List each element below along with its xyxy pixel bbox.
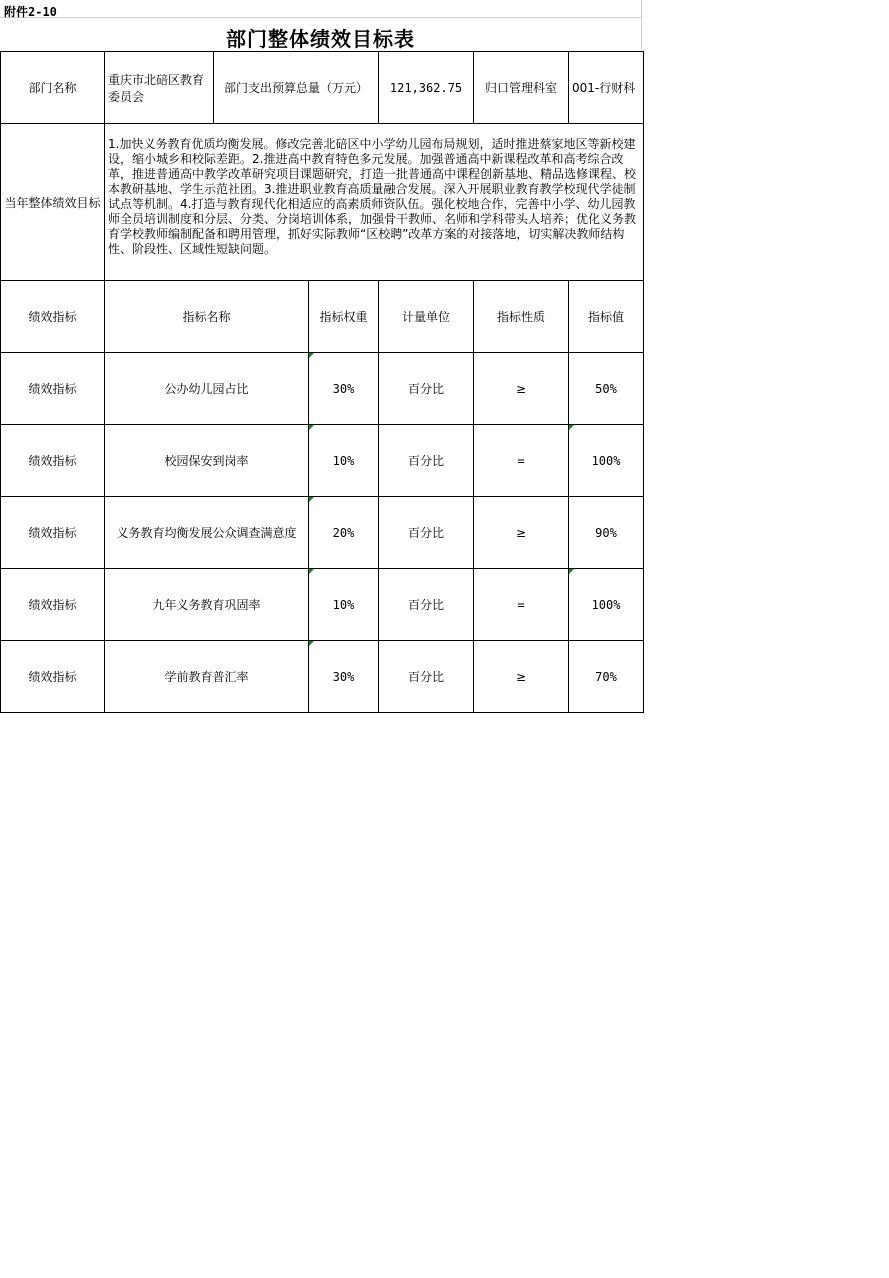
page-title: 部门整体绩效目标表: [226, 27, 415, 51]
row-unit[interactable]: 百分比: [379, 641, 474, 713]
row-weight[interactable]: [309, 641, 379, 713]
goal-label[interactable]: 当年整体绩效目标: [1, 124, 105, 281]
column-header[interactable]: 计量单位: [379, 281, 474, 353]
row-nature[interactable]: ≥: [474, 641, 569, 713]
row-weight[interactable]: [309, 497, 379, 569]
row-unit[interactable]: 百分比: [379, 353, 474, 425]
comment-flag-icon: [309, 569, 314, 574]
comment-flag-icon: [309, 425, 314, 430]
row-indicator-name[interactable]: 校园保安到岗率: [105, 425, 309, 497]
column-header-row: [1, 281, 644, 353]
row-value[interactable]: [569, 497, 644, 569]
row-unit[interactable]: 百分比: [379, 497, 474, 569]
table-row: [1, 569, 644, 641]
office-value[interactable]: 001-行财科: [569, 52, 644, 124]
comment-flag-icon: [569, 425, 574, 430]
row-weight[interactable]: [309, 353, 379, 425]
attachment-row: [0, 0, 642, 18]
header-row: [1, 52, 644, 124]
performance-table: [0, 51, 644, 713]
comment-flag-icon: [309, 497, 314, 502]
attachment-label: 附件2-10: [4, 5, 57, 19]
row-value-text: 70%: [595, 669, 617, 684]
row-value[interactable]: [569, 353, 644, 425]
column-header[interactable]: 绩效指标: [1, 281, 105, 353]
row-unit[interactable]: 百分比: [379, 425, 474, 497]
comment-flag-icon: [309, 641, 314, 646]
row-category[interactable]: 绩效指标: [1, 425, 105, 497]
row-value[interactable]: [569, 425, 644, 497]
row-category[interactable]: 绩效指标: [1, 641, 105, 713]
title-row: [0, 18, 642, 51]
table-row: [1, 353, 644, 425]
office-label[interactable]: 归口管理科室: [474, 52, 569, 124]
table-row: [1, 497, 644, 569]
row-category[interactable]: 绩效指标: [1, 353, 105, 425]
dept-name-label[interactable]: 部门名称: [1, 52, 105, 124]
column-header[interactable]: 指标权重: [309, 281, 379, 353]
row-indicator-name[interactable]: 公办幼儿园占比: [105, 353, 309, 425]
comment-flag-icon: [309, 353, 314, 358]
table-row: [1, 641, 644, 713]
row-value-text: 100%: [591, 453, 621, 468]
column-header[interactable]: 指标值: [569, 281, 644, 353]
row-weight-text: 10%: [332, 597, 355, 612]
row-value[interactable]: [569, 569, 644, 641]
row-weight-text: 10%: [332, 453, 355, 468]
table-row: [1, 425, 644, 497]
row-weight-text: 30%: [332, 381, 355, 396]
row-nature[interactable]: =: [474, 569, 569, 641]
dept-name-value[interactable]: 重庆市北碚区教育委员会: [105, 52, 214, 124]
row-value-text: 90%: [595, 525, 617, 540]
row-unit[interactable]: 百分比: [379, 569, 474, 641]
column-header[interactable]: 指标性质: [474, 281, 569, 353]
row-category[interactable]: 绩效指标: [1, 569, 105, 641]
row-nature[interactable]: =: [474, 425, 569, 497]
row-weight[interactable]: [309, 425, 379, 497]
column-header[interactable]: 指标名称: [105, 281, 309, 353]
comment-flag-icon: [569, 569, 574, 574]
goal-row: [1, 124, 644, 281]
row-value-text: 100%: [591, 597, 621, 612]
row-indicator-name[interactable]: 九年义务教育巩固率: [105, 569, 309, 641]
row-indicator-name[interactable]: 学前教育普汇率: [105, 641, 309, 713]
row-category[interactable]: 绩效指标: [1, 497, 105, 569]
row-nature[interactable]: ≥: [474, 497, 569, 569]
row-weight-text: 30%: [332, 669, 355, 684]
budget-value[interactable]: 121,362.75: [379, 52, 474, 124]
budget-label[interactable]: 部门支出预算总量（万元）: [214, 52, 379, 124]
goal-text[interactable]: 1.加快义务教育优质均衡发展。修改完善北碚区中小学幼儿园布局规划，适时推进蔡家地区等新校建设，缩小城乡和校际差距。2.推进高中教育特色多元发展。加强普通高中新课程改革和高考综合改革，推进普通高中教学改革研究项目课题研究，打造一批普通高中课程创新基地、精品选修课程、校本教研基地、学生示范社团。3.推进职业教育高质量融合发展。深入开展职业教育教学校现代学徒制试点等机制。4.打造与教育现代化相适应的高素质师资队伍。强化校地合作，完善中小学、幼儿园教师全员培训制度和分层、分类、分岗培训体系，加强骨干教师、名师和学科带头人培养；优化义务教育学校教师编制配备和聘用管理，抓好实际教师“区校聘”改革方案的对接落地，切实解决教师结构性、阶段性、区域性短缺问题。: [105, 124, 644, 281]
row-value[interactable]: [569, 641, 644, 713]
row-nature[interactable]: ≥: [474, 353, 569, 425]
row-weight[interactable]: [309, 569, 379, 641]
row-indicator-name[interactable]: 义务教育均衡发展公众调查满意度: [105, 497, 309, 569]
row-value-text: 50%: [595, 381, 617, 396]
row-weight-text: 20%: [332, 525, 355, 540]
